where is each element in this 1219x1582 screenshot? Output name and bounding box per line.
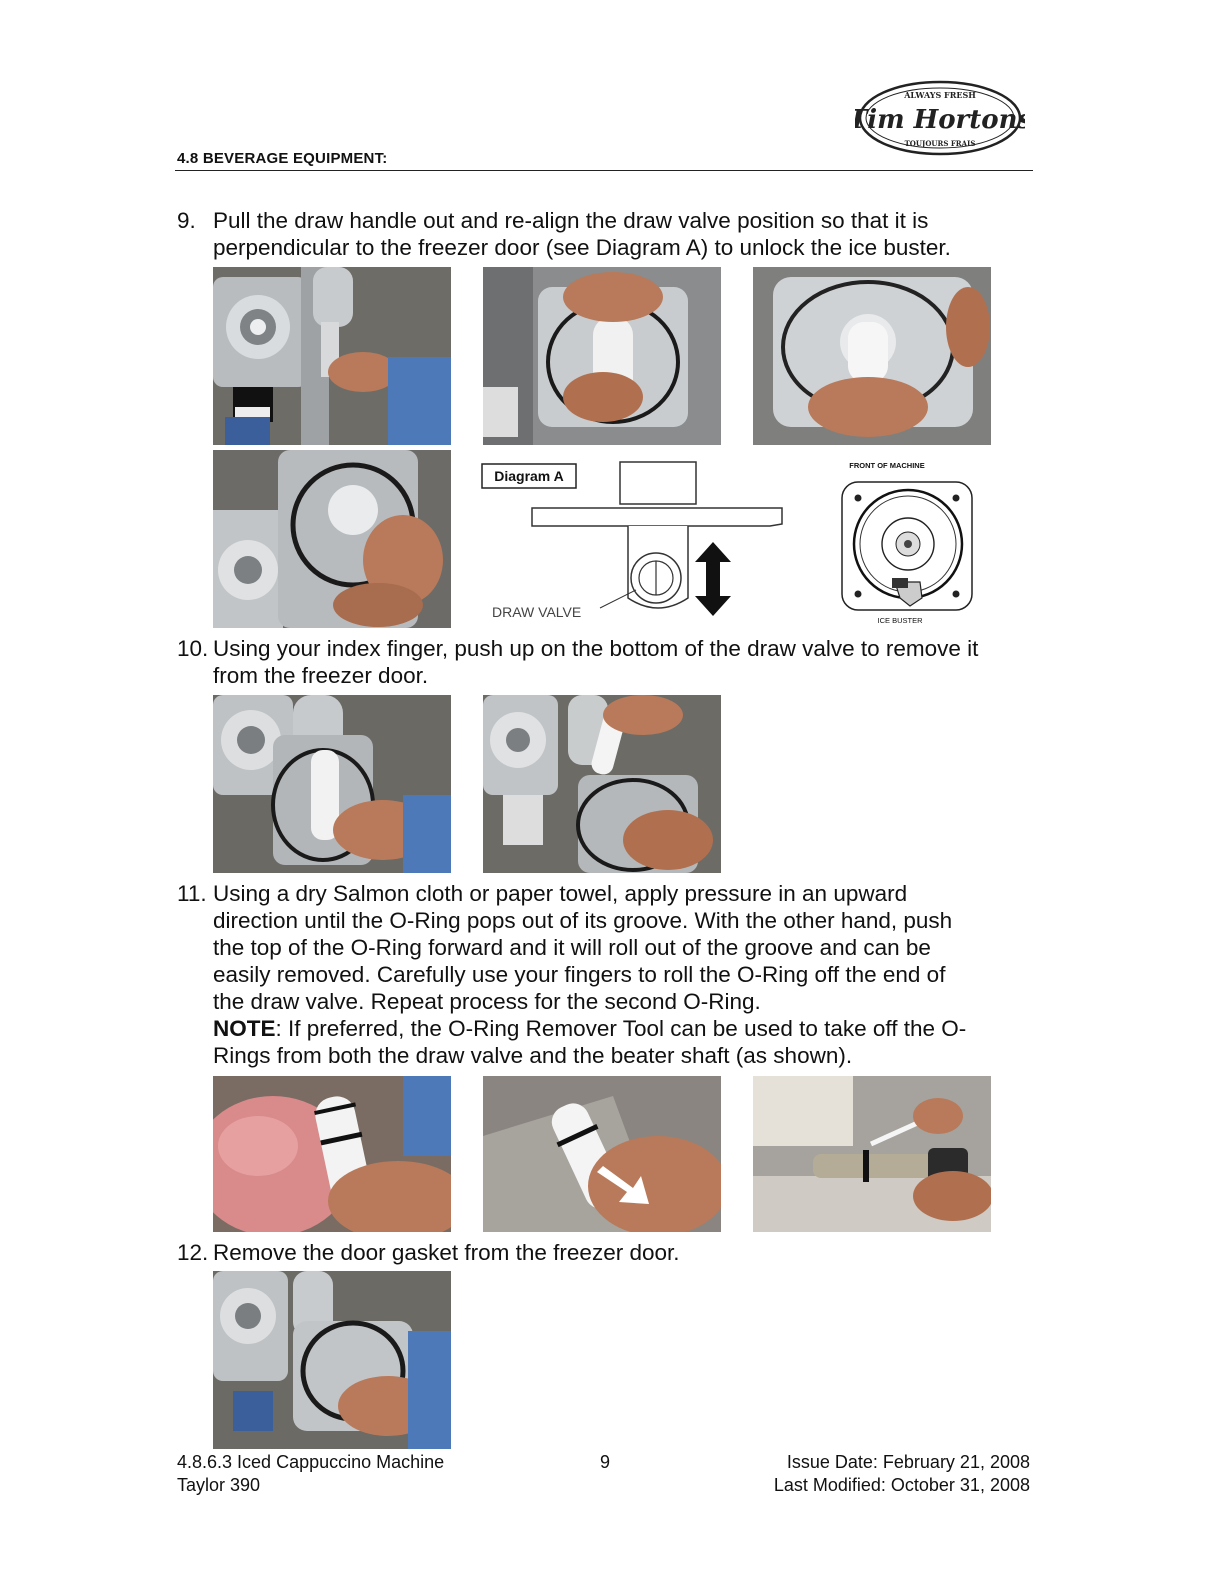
photo-draw-valve-removed xyxy=(483,695,721,873)
header-rule xyxy=(175,170,1033,171)
step-text-line: direction until the O-Ring pops out of its groove. With the other hand, push xyxy=(213,908,953,933)
front-diagram-title: FRONT OF MACHINE xyxy=(849,461,925,470)
photo-rotate-door xyxy=(213,450,451,628)
step-number: 12. xyxy=(177,1240,209,1265)
step-text-line: perpendicular to the freezer door (see Diagram A) to unlock the ice buster. xyxy=(213,235,951,260)
note-text: : If preferred, the O-Ring Remover Tool can be used to take off the O- xyxy=(275,1016,967,1041)
step-number: 9. xyxy=(177,208,196,233)
footer-model: Taylor 390 xyxy=(177,1475,261,1495)
footer-issue-date: Issue Date: February 21, 2008 xyxy=(786,1452,1030,1472)
front-diagram-callout: ICE BUSTER xyxy=(877,616,923,625)
photo-remove-draw-valve-up xyxy=(483,267,721,445)
step-text-line: Using your index finger, push up on the bottom of the draw valve to remove it xyxy=(213,636,979,661)
diagram-a-callout: DRAW VALVE xyxy=(492,604,582,620)
diagram-front-of-machine xyxy=(830,456,990,628)
step-text-line: Pull the draw handle out and re-align the draw valve position so that it is xyxy=(213,208,929,233)
step-text-line: Using a dry Salmon cloth or paper towel, apply pressure in an upward xyxy=(213,881,908,906)
step-text-line: the draw valve. Repeat process for the second O-Ring. xyxy=(213,989,761,1014)
step-number: 10. xyxy=(177,636,209,661)
photo-push-up-draw-valve xyxy=(213,695,451,873)
diagram-a-label: Diagram A xyxy=(494,468,564,484)
brand-logo xyxy=(855,78,1025,158)
step-text-line: easily removed. Carefully use your fingers to roll the O-Ring off the end of xyxy=(213,962,946,987)
footer-left xyxy=(177,1451,444,1497)
photo-remove-door-gasket xyxy=(213,1271,451,1449)
step-number: 11. xyxy=(177,881,207,906)
step-text-line: from the freezer door. xyxy=(213,663,429,688)
step-text-line: the top of the O-Ring forward and it will roll out of the groove and can be xyxy=(213,935,931,960)
note-text-line: Rings from both the draw valve and the beater shaft (as shown). xyxy=(213,1043,853,1068)
diagram-a xyxy=(480,458,790,628)
footer-right xyxy=(774,1451,1030,1497)
note-label: NOTE xyxy=(213,1016,276,1041)
logo-top-text: ALWAYS FRESH xyxy=(904,90,976,100)
section-title: 4.8 BEVERAGE EQUIPMENT: xyxy=(177,150,388,167)
logo-brand-text: Tim Hortons xyxy=(855,105,1025,135)
photo-roll-oring-arrow xyxy=(483,1076,721,1232)
photo-oring-remover-tool xyxy=(753,1076,991,1232)
footer-doc-title: 4.8.6.3 Iced Cappuccino Machine xyxy=(177,1452,445,1472)
step-text-line: Remove the door gasket from the freezer door. xyxy=(213,1240,680,1265)
footer-page-number: 9 xyxy=(599,1452,610,1472)
logo-bottom-text: TOUJOURS FRAIS xyxy=(904,139,976,148)
note-line xyxy=(213,1015,1033,1042)
footer-last-modified: Last Modified: October 31, 2008 xyxy=(773,1475,1030,1495)
photo-pull-draw-handle xyxy=(213,267,451,445)
photo-cloth-oring xyxy=(213,1076,451,1232)
photo-unlock-ice-buster xyxy=(753,267,991,445)
